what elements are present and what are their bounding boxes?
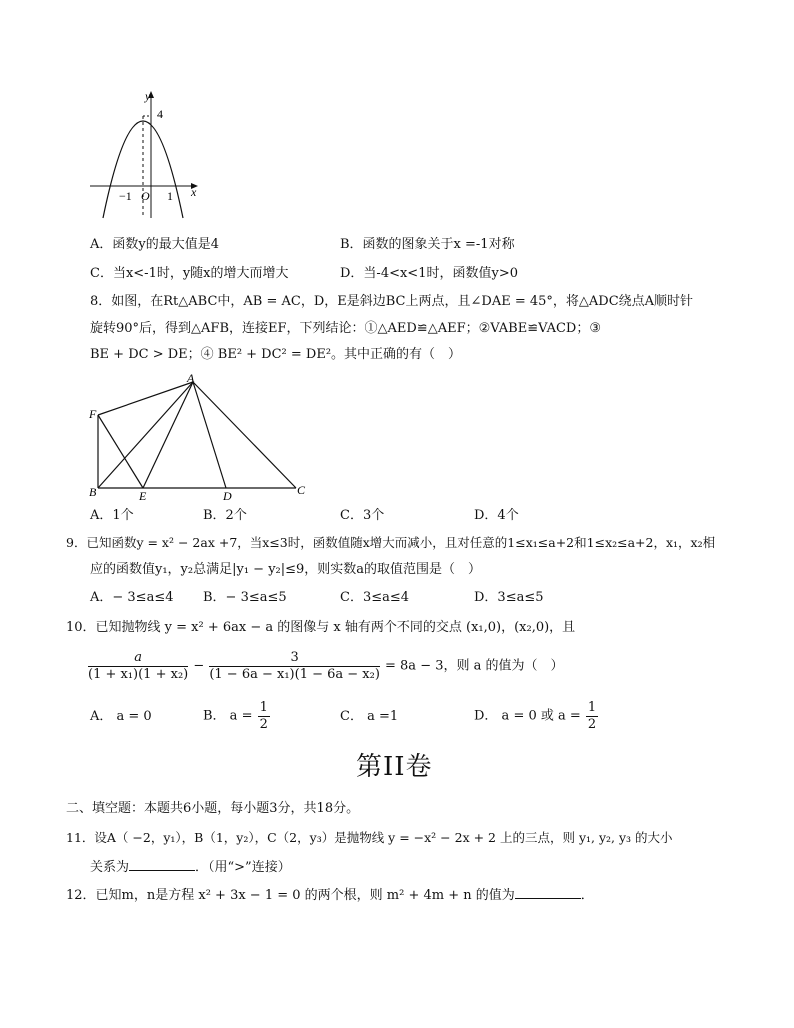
q9-option-c: C．3≤a≤4 (340, 590, 410, 605)
q10-option-b (203, 700, 270, 733)
q10-option-a: A． a = 0 (90, 709, 152, 724)
tick-neg1-label: −1 (119, 189, 132, 203)
q10-option-d-fraction (586, 700, 598, 733)
q8-option-a: A．1个 (90, 508, 134, 523)
y-axis-label: y (145, 89, 151, 103)
q8-stem-line1: 8．如图，在Rt△ABC中，AB = AC，D，E是斜边BC上两点，且∠DAE = 45°，将△ADC绕点A顺时针 (90, 294, 694, 309)
q10-option-d (474, 700, 598, 733)
section-heading: 二、填空题：本题共6小题，每小题3分，共18分。 (66, 801, 360, 816)
q11-line2-prefix: 关系为 (90, 860, 130, 875)
q10-rhs: = 8a − 3，则 a 的值为（ ） (385, 658, 564, 674)
point-a-label: A (187, 372, 195, 385)
tick-4-label: 4 (157, 107, 163, 121)
q8-stem-line2: 旋转90°后，得到△AFB，连接EF，下列结论：①△AED≌△AEF；②VABE≌VACD；③ (90, 321, 601, 336)
q11-stem-line1: 11．设A（ −2，y₁），B（1，y₂），C（2，y₃）是抛物线 y = −x² − 2x + 2 上的三点，则 y₁, y₂, y₃ 的大小 (66, 830, 673, 845)
point-b-label: B (89, 485, 97, 499)
section-title: 第II卷 (356, 752, 433, 782)
q8-option-d: D．4个 (474, 508, 519, 523)
q9-stem-line1: 9．已知函数y = x² − 2ax +7，当x≤3时，函数值随x增大而减小，且对任意的1≤x₁≤a+2和1≤x₂≤a+2，x₁，x₂相 (66, 535, 716, 550)
q7-parabola-graph (85, 88, 205, 223)
q7-option-b: B．函数的图象关于x =-1对称 (340, 237, 515, 252)
q10-option-d-denominator: 2 (587, 717, 597, 732)
q8-stem-line3: BE + DC > DE；④ BE² + DC² = DE²。其中正确的有（ ） (90, 347, 462, 362)
q10-option-b-fraction (258, 700, 270, 733)
q10-fraction-2-denominator: (1 − 6a − x₁)(1 − 6a − x₂) (209, 667, 380, 682)
point-f-label: F (89, 407, 97, 421)
q7-option-c: C．当x<-1时，y随x的增大而增大 (90, 266, 289, 281)
q8-option-b: B．2个 (203, 508, 247, 523)
origin-label: O (141, 189, 150, 203)
point-d-label: D (223, 489, 232, 502)
q10-fraction-2-numerator: 3 (209, 650, 380, 667)
q10-fraction-2 (209, 650, 380, 683)
q12-answer-blank[interactable] (515, 886, 581, 899)
q11-answer-blank[interactable] (129, 858, 195, 871)
q10-fraction-1-denominator: (1 + x₁)(1 + x₂) (88, 667, 189, 682)
q7-option-d: D．当-4<x<1时，函数值y>0 (340, 266, 518, 281)
q9-option-d: D．3≤a≤5 (474, 590, 544, 605)
q11-line2-suffix: ．（用“>”连接） (195, 860, 291, 875)
q10-option-b-denominator: 2 (259, 717, 268, 732)
q10-fraction-1 (88, 650, 188, 683)
q10-option-d-numerator: 1 (587, 700, 597, 715)
q9-option-a: A．− 3≤a≤4 (90, 590, 174, 605)
q10-option-b-numerator: 1 (259, 700, 268, 715)
q10-stem-line1: 10．已知抛物线 y = x² + 6ax − a 的图像与 x 轴有两个不同的交点 (x₁,0)，(x₂,0)，且 (66, 620, 576, 635)
q12-stem (66, 886, 594, 905)
q8-triangle-figure (86, 372, 316, 502)
q10-equation (88, 650, 564, 683)
q12-suffix: ． (580, 888, 594, 903)
q9-stem-line2: 应的函数值y₁，y₂总满足|y₁ − y₂|≤9，则实数a的取值范围是（ ） (90, 562, 482, 577)
point-c-label: C (297, 483, 306, 497)
q11-stem-line2 (90, 858, 291, 877)
q10-option-d-label: D． a = 0 或 a = (474, 708, 581, 724)
q7-option-a: A．函数y的最大值是4 (90, 237, 220, 252)
q10-option-b-label: B． a = (203, 708, 253, 724)
q12-prefix: 12．已知m，n是方程 x² + 3x − 1 = 0 的两个根，则 m² + 4m + n 的值为 (66, 888, 515, 903)
q10-minus-sign: − (193, 658, 205, 674)
q10-fraction-1-numerator: a (88, 650, 188, 667)
q10-option-c: C． a =1 (340, 709, 399, 724)
tick-1-label: 1 (167, 189, 173, 203)
q9-option-b: B．− 3≤a≤5 (203, 590, 287, 605)
q8-option-c: C．3个 (340, 508, 385, 523)
x-axis-label: x (191, 185, 197, 199)
point-e-label: E (139, 489, 147, 502)
